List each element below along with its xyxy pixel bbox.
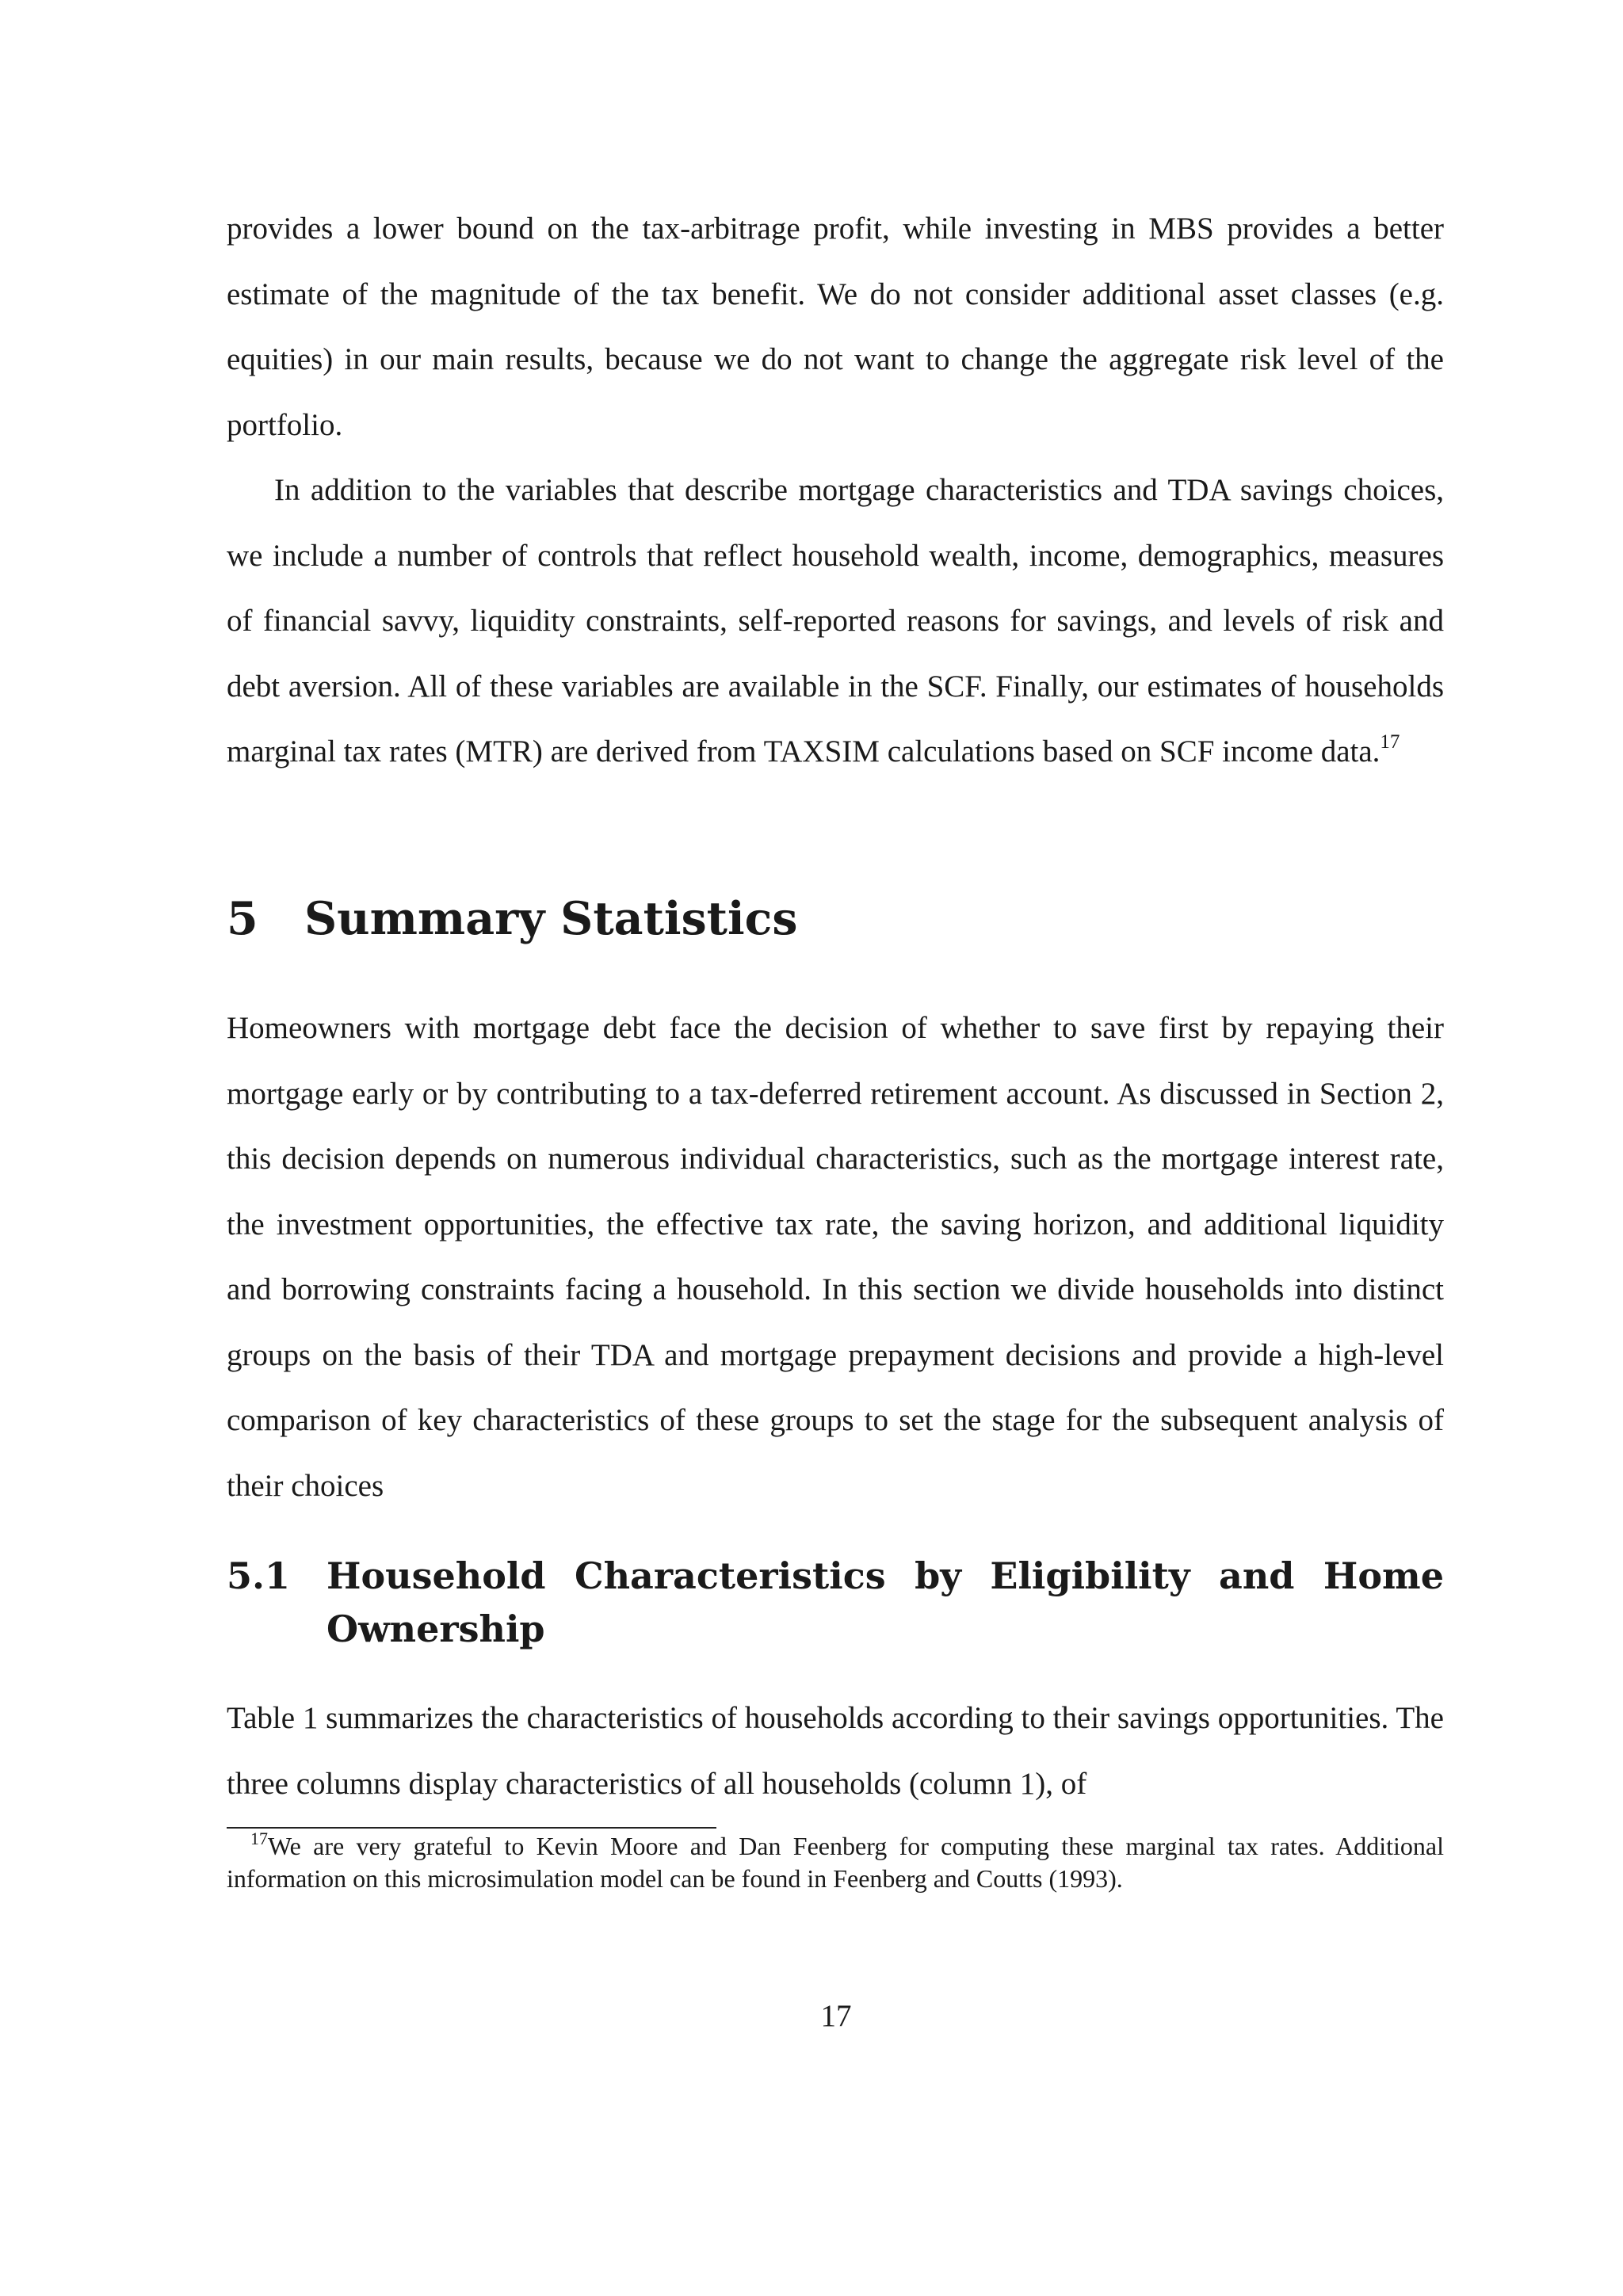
paragraph-3: Homeowners with mortgage debt face the decision of whether to save first by repaying their mortgage early or by contributing to a tax-deferred retirement account. As discussed in Section 2, this decision depends on numerous individual characteristics, such as the mortgage interest rate, the investment opportunities, the effective tax rate, the saving horizon, and additional liquidity and borrowing constraints facing a household. In this section we divide households into distinct groups on the basis of their TDA and mortgage prepayment decisions and provide a high-level comparison of key characteristics of these groups to set the stage for the subsequent analysis of their choices — [227, 1011, 1444, 1503]
subsection-title: Household Characteristics by Eligibility and Home Ownership — [327, 1554, 1444, 1650]
footnote-number: 17 — [250, 1829, 268, 1848]
section-heading — [227, 891, 797, 947]
paragraph-block-middle — [227, 996, 1444, 1519]
paragraph-1: provides a lower bound on the tax-arbitrage profit, while investing in MBS provides a better estimate of the magnitude of the tax benefit. We do not consider additional asset classes (e.g. equities) in our main results, because we do not want to change the aggregate risk level of the portfolio. — [227, 212, 1444, 442]
paragraph-block-bottom — [227, 1686, 1444, 1817]
paragraph-block-top — [227, 196, 1444, 785]
subsection-number: 5.1 — [227, 1554, 291, 1597]
footnote-reference[interactable]: 17 — [1380, 731, 1400, 753]
footnote-text: We are very grateful to Kevin Moore and Dan Feenberg for computing these marginal tax rates. Additional information on this microsimulation model can be found in Feenberg and Coutts (1993). — [227, 1832, 1444, 1893]
footnote-divider — [227, 1827, 716, 1829]
section-title: Summary Statistics — [304, 892, 798, 945]
subsection-heading — [227, 1550, 1444, 1656]
page-number: 17 — [820, 1999, 852, 2033]
footnote — [227, 1830, 1444, 1895]
paragraph-2-text: In addition to the variables that describe mortgage characteristics and TDA savings choices, we include a number of controls that reflect household wealth, income, demographics, measures of financial savvy, liquidity constraints, self-reported reasons for savings, and levels of risk and debt aversion. All of these variables are available in the SCF. Finally, our estimates of households marginal tax rates (MTR) are derived from TAXSIM calculations based on SCF income data. — [227, 473, 1444, 769]
paragraph-4: Table 1 summarizes the characteristics of households according to their savings opportunities. The three columns display characteristics of all households (column 1), of — [227, 1701, 1444, 1801]
section-number: 5 — [227, 892, 258, 945]
paragraph-2 — [227, 458, 1444, 785]
